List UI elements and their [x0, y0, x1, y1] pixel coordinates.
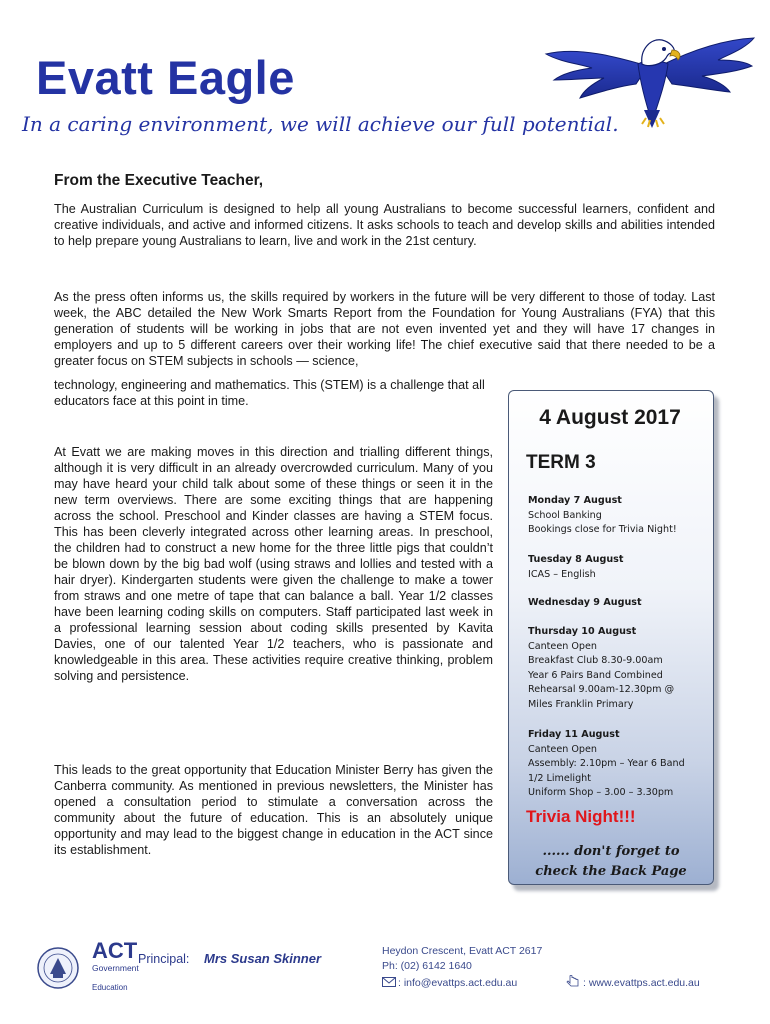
calendar-event: School Banking	[528, 509, 602, 521]
calendar-event: Bookings close for Trivia Night!	[528, 524, 677, 535]
calendar-entry	[528, 625, 708, 712]
calendar-event: Canteen Open	[528, 640, 597, 652]
calendar-day: Tuesday 8 August	[528, 554, 624, 565]
paragraph-stem-at-evatt: At Evatt we are making moves in this direction and trialling different things, although it is very difficult in an already overcrowded curriculum. Many of you may have heard your child talk about some of these things or seen it in the new term overviews. There are some exciting things that are happening across the school. Preschool and Kinder classes are having a STEM focus. This has been cleverly integrated across other learning areas. In preschool, the children had to construct a new home for the three little pigs that couldn’t be blown down by the big bad wolf (using straws and lollies and tested with a hair dryer). Kindergarten students were given the challenge to make a tower from straws and one metre of tape that can balance a ball. Year 1/2 classes have been learning coding skills on computers. Staff participated last week in a professional learning session about coding skills presented by Kavita Davies, one of our talented Year 1/2 teachers, who is passionate and knowledgeable in this area. These activities require creative thinking, problem solving and persistence.	[54, 445, 493, 683]
school-email-link[interactable]: : info@evattps.act.edu.au	[398, 977, 518, 989]
school-phone: Ph: (02) 6142 1640	[382, 960, 472, 972]
calendar-event: Breakfast Club 8.30-9.00am	[528, 655, 663, 666]
reminder-line: check the Back Page	[535, 864, 687, 879]
paragraph-future-skills-continued: technology, engineering and mathematics. This (STEM) is a challenge that all educators face at this point in time.	[54, 378, 485, 408]
calendar-date: 4 August 2017	[539, 406, 681, 429]
paragraph-curriculum: The Australian Curriculum is designed to help all young Australians to become successful learners, confident and creative individuals, and active and informed citizens. It asks schools to teach and develop skills and abilities intended to help prepare young Australians to learn, live and work in the 21st century.	[54, 202, 715, 248]
act-logo-education: Education	[92, 983, 128, 992]
calendar-day: Friday 11 August	[528, 729, 620, 740]
calendar-event: Assembly: 2.10pm – Year 6 Band 1/2 Limelight	[528, 758, 685, 784]
calendar-day: Wednesday 9 August	[528, 597, 642, 608]
trivia-night-highlight: Trivia Night!!!	[526, 807, 636, 826]
envelope-icon	[382, 977, 396, 990]
mouse-pointer-icon	[566, 975, 580, 990]
calendar-entry	[528, 553, 708, 582]
school-website-link[interactable]: : www.evattps.act.edu.au	[583, 977, 700, 989]
calendar-term: TERM 3	[526, 452, 596, 473]
reminder-line: ...... don't forget to	[542, 844, 680, 859]
calendar-event: ICAS – English	[528, 568, 596, 580]
newsletter-title: Evatt Eagle	[36, 51, 295, 104]
calendar-event: Year 6 Pairs Band Combined Rehearsal 9.00am-12.30pm @ Miles Franklin Primary	[528, 669, 675, 710]
calendar-event: Uniform Shop – 3.00 – 3.30pm	[528, 787, 674, 798]
calendar-entry	[528, 494, 708, 538]
back-page-reminder	[526, 842, 696, 882]
school-motto: In a caring environment, we will achieve our full potential.	[22, 112, 619, 136]
article-greeting: From the Executive Teacher,	[54, 172, 264, 189]
calendar-entry	[528, 728, 708, 801]
eagle-logo-icon	[540, 18, 760, 130]
calendar-panel	[508, 390, 720, 890]
calendar-entry	[528, 596, 708, 611]
paragraph-future-skills: As the press often informs us, the skills required by workers in the future will be very different to those of today. Last week, the ABC detailed the New Work Smarts Report from the Foundation for Young Australians (FYA) that this generation of students will be working in jobs that are not even invented yet and they will have 17 changes in employers and up to 5 different careers over their working life! The chief executive said that there needed to be a greater focus on STEM subjects in schools — science,	[54, 290, 715, 368]
calendar-day: Thursday 10 August	[528, 626, 637, 637]
act-logo-text: ACT	[92, 938, 138, 963]
school-address: Heydon Crescent, Evatt ACT 2617	[382, 945, 543, 957]
principal-label: Principal:	[138, 952, 190, 966]
paragraph-consultation: This leads to the great opportunity that Education Minister Berry has given the Canberra community. As mentioned in previous newsletters, the Minister has opened a consultation period to stimulate a conversation across the community about the future of education. This is an absolutely unique opportunity and may lead to the biggest change in education in the ACT since its establishment.	[54, 763, 493, 857]
calendar-event: Canteen Open	[528, 743, 597, 755]
principal-name: Mrs Susan Skinner	[204, 951, 322, 966]
act-logo-subtitle: Government	[92, 963, 139, 973]
calendar-day: Monday 7 August	[528, 495, 622, 506]
